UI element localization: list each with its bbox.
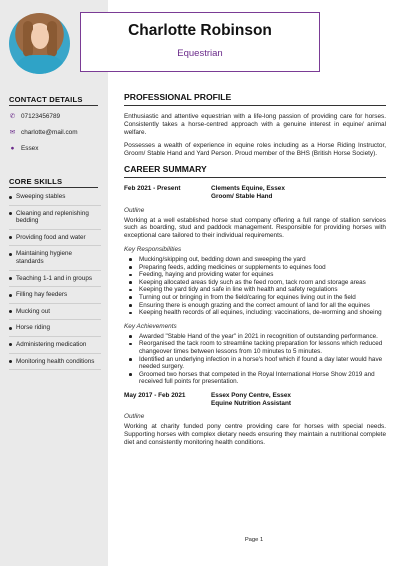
job-outline: Working at charity funded pony centre providing care for horses with special needs. Supporting horses with complex dietary needs ensuring they maintain a nutritional complete diet and consistently monitoring health conditions. [124, 423, 386, 447]
skills-list [9, 193, 101, 374]
page-number: Page 1 [244, 537, 264, 543]
profile-photo [9, 13, 70, 74]
divider [9, 105, 98, 106]
job-role: Equine Nutrition Assistant [211, 399, 292, 407]
phone-text: 07123456789 [21, 113, 61, 120]
list-item: Feeding, haying and providing water for equines [124, 271, 386, 279]
divider [9, 187, 98, 188]
responsibilities-label: Key Responsibilities [124, 245, 182, 253]
job-header [124, 185, 386, 201]
candidate-name: Charlotte Robinson [128, 22, 272, 39]
list-item: Reorganised the tack room to streamline tacking preparation for lessons which reduced changeover times between lessons from 10 minutes to 5 minutes. [124, 340, 386, 355]
career-heading: CAREER SUMMARY [124, 164, 386, 178]
list-item: Providing food and water [9, 234, 101, 247]
job-header [124, 392, 386, 408]
list-item: Turning out or bringing in from the field/caring for equines living out in the field [124, 294, 386, 302]
main-content [124, 92, 386, 453]
job-dates: May 2017 - Feb 2021 [124, 391, 186, 399]
list-item: Maintaining hygiene standards [9, 250, 101, 270]
contact-phone [9, 113, 60, 120]
job-outline: Working at a well established horse stud company offering a full range of stallion services such as boarding, stud and paddock management. Responsible for providing horses with exceptional care tailored to their individual requirements. [124, 216, 386, 240]
list-item: Horse riding [9, 324, 101, 337]
list-item: Preparing feeds, adding medicines or supplements to equines food [124, 264, 386, 272]
contact-email [9, 129, 78, 136]
list-item: Mucking/skipping out, bedding down and sweeping the yard [124, 256, 386, 264]
list-item: Identified an underlying infection in a horse's hoof which if found a day later would have needed surgery. [124, 356, 386, 371]
achievements-list [124, 333, 386, 386]
list-item: Keeping health records of all equines, including: vaccinations, de-worming and shoeing [124, 309, 386, 317]
list-item: Ensuring there is enough grazing and the correct amount of land for all the equines [124, 302, 386, 310]
job-employer: Essex Pony Centre, Essex [211, 391, 291, 399]
list-item: Administering medication [9, 341, 101, 354]
list-item: Keeping the yard tidy and safe in line with health and safety regulations [124, 286, 386, 294]
contact-heading: CONTACT DETAILS [9, 95, 83, 104]
location-text: Essex [21, 145, 39, 152]
responsibilities-list [124, 256, 386, 317]
outline-label: Outline [124, 206, 145, 214]
list-item: Monitoring health conditions [9, 358, 101, 371]
list-item: Filling hay feeders [9, 291, 101, 304]
list-item: Cleaning and replenishing bedding [9, 210, 101, 230]
list-item: Sweeping stables [9, 193, 101, 206]
list-item: Groomed two horses that competed in the Royal International Horse Show 2019 and received full points for presentation. [124, 371, 386, 386]
email-text: charlotte@mail.com [21, 129, 78, 136]
name-header [80, 12, 320, 72]
sidebar [0, 0, 108, 566]
profile-paragraph: Enthusiastic and attentive equestrian with a life-long passion of providing care for horses. Consistently takes a horse-centred approach with a genuine interest in equine/ animal welfare. [124, 113, 386, 136]
job-role: Groom/ Stable Hand [211, 192, 273, 200]
email-icon: ✉ [9, 129, 16, 136]
list-item: Keeping allocated areas tidy such as the feed room, tack room and storage areas [124, 279, 386, 287]
list-item: Awarded "Stable Hand of the year" in 2021 in recognition of outstanding performance. [124, 333, 386, 341]
achievements-label: Key Achievements [124, 322, 177, 330]
profile-heading: PROFESSIONAL PROFILE [124, 92, 386, 106]
job-employer: Clements Equine, Essex [211, 184, 285, 192]
list-item: Teaching 1-1 and in groups [9, 275, 101, 288]
contact-location [9, 145, 38, 152]
candidate-title: Equestrian [177, 48, 223, 59]
phone-icon: ✆ [9, 113, 16, 120]
skills-heading: CORE SKILLS [9, 177, 63, 186]
job-dates: Feb 2021 - Present [124, 184, 181, 192]
location-icon: ● [10, 145, 15, 152]
profile-paragraph: Possesses a wealth of experience in equine roles including as a Horse Riding Instructor, Groom/ Stable Hand and Yard Person. Proud member of the BHS (British Horse Society). [124, 142, 386, 158]
list-item: Mucking out [9, 308, 101, 321]
outline-label: Outline [124, 413, 145, 421]
